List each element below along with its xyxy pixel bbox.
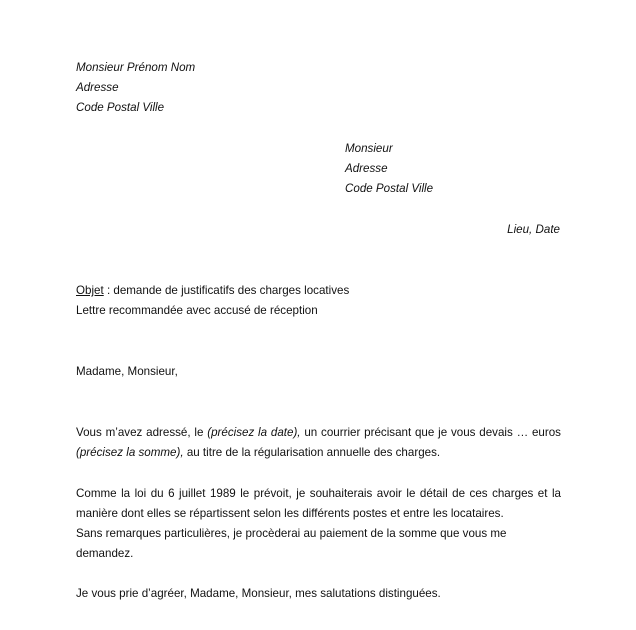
paragraph-1-text-b: un courrier précisant que je vous devais … euros	[300, 426, 561, 439]
closing-formula: Je vous prie d’agréer, Madame, Monsieur, mes salutations distinguées.	[76, 587, 441, 600]
paragraph-1	[76, 423, 561, 463]
recipient-postal-city: Code Postal Ville	[345, 182, 434, 195]
subject-label: Objet	[76, 284, 104, 297]
delivery-mode: Lettre recommandée avec accusé de réception	[76, 304, 318, 317]
salutation: Madame, Monsieur,	[76, 365, 178, 378]
date-placeholder: (précisez la date),	[207, 426, 301, 439]
subject-text: : demande de justificatifs des charges locatives	[103, 284, 350, 297]
amount-placeholder: (précisez la somme),	[76, 446, 184, 459]
paragraph-3: Sans remarques particulières, je procèderai au paiement de la somme que vous me demandez.	[76, 527, 507, 560]
paragraph-2: Comme la loi du 6 juillet 1989 le prévoit, je souhaiterais avoir le détail de ces charges et la manière dont elles se répartissent selon les différents postes et entre les locataires.	[76, 487, 561, 520]
place-date: Lieu, Date	[507, 223, 560, 236]
sender-name: Monsieur Prénom Nom	[76, 61, 196, 74]
paragraph-1-text-a: Vous m’avez adressé, le	[76, 426, 208, 439]
recipient-address: Adresse	[345, 162, 388, 175]
recipient-name: Monsieur	[345, 142, 393, 155]
sender-postal-city: Code Postal Ville	[76, 101, 165, 114]
subject-line	[76, 284, 349, 298]
paragraph-1-text-c: au titre de la régularisation annuelle des charges.	[183, 446, 441, 459]
sender-address: Adresse	[76, 81, 119, 94]
